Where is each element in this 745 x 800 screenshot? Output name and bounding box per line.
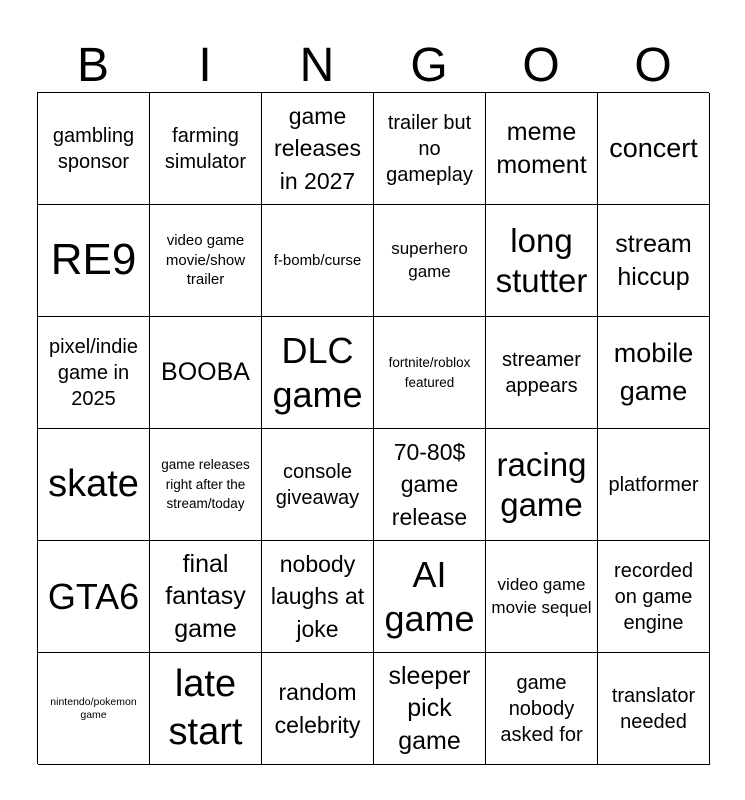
bingo-cell[interactable]: game releases in 2027 xyxy=(262,93,374,205)
bingo-cell[interactable]: fortnite/roblox featured xyxy=(374,317,486,429)
bingo-cell[interactable]: nobody laughs at joke xyxy=(262,541,374,653)
header-letter: N xyxy=(299,39,335,92)
bingo-cell[interactable]: pixel/indie game in 2025 xyxy=(38,317,150,429)
bingo-cell[interactable]: random celebrity xyxy=(262,653,374,765)
header-letter: B xyxy=(76,39,109,92)
bingo-cell[interactable]: game releases right after the stream/today xyxy=(150,429,262,541)
bingo-cell[interactable]: video game movie/show trailer xyxy=(150,205,262,317)
bingo-cell[interactable]: sleeper pick game xyxy=(374,653,486,765)
bingo-cell[interactable]: concert xyxy=(598,93,710,205)
bingo-grid xyxy=(37,92,709,764)
bingo-cell[interactable]: DLC game xyxy=(262,317,374,429)
bingo-cell[interactable]: platformer xyxy=(598,429,710,541)
header-letter: I xyxy=(198,39,212,92)
bingo-cell[interactable]: video game movie sequel xyxy=(486,541,598,653)
bingo-cell[interactable]: nintendo/pokemon game xyxy=(38,653,150,765)
bingo-cell[interactable]: stream hiccup xyxy=(598,205,710,317)
bingo-cell[interactable]: superhero game xyxy=(374,205,486,317)
bingo-cell[interactable]: late start xyxy=(150,653,262,765)
header-letter: G xyxy=(410,39,448,92)
bingo-cell[interactable]: skate xyxy=(38,429,150,541)
bingo-cell[interactable]: trailer but no gameplay xyxy=(374,93,486,205)
bingo-cell[interactable]: farming simulator xyxy=(150,93,262,205)
bingo-cell[interactable]: BOOBA xyxy=(150,317,262,429)
bingo-cell[interactable]: racing game xyxy=(486,429,598,541)
bingo-cell[interactable]: console giveaway xyxy=(262,429,374,541)
bingo-cell[interactable]: recorded on game engine xyxy=(598,541,710,653)
bingo-cell[interactable]: final fantasy game xyxy=(150,541,262,653)
bingo-cell[interactable]: streamer appears xyxy=(486,317,598,429)
bingo-cell[interactable]: meme moment xyxy=(486,93,598,205)
bingo-cell[interactable]: AI game xyxy=(374,541,486,653)
bingo-cell[interactable]: mobile game xyxy=(598,317,710,429)
bingo-cell[interactable]: 70-80$ game release xyxy=(374,429,486,541)
bingo-cell[interactable]: long stutter xyxy=(486,205,598,317)
header-letter: O xyxy=(522,39,560,92)
bingo-cell[interactable]: translator needed xyxy=(598,653,710,765)
bingo-cell[interactable]: f-bomb/curse xyxy=(262,205,374,317)
bingo-cell[interactable]: RE9 xyxy=(38,205,150,317)
bingo-cell[interactable]: GTA6 xyxy=(38,541,150,653)
bingo-cell[interactable]: game nobody asked for xyxy=(486,653,598,765)
bingo-header xyxy=(37,38,709,94)
bingo-cell[interactable]: gambling sponsor xyxy=(38,93,150,205)
header-letter: O xyxy=(634,39,672,92)
